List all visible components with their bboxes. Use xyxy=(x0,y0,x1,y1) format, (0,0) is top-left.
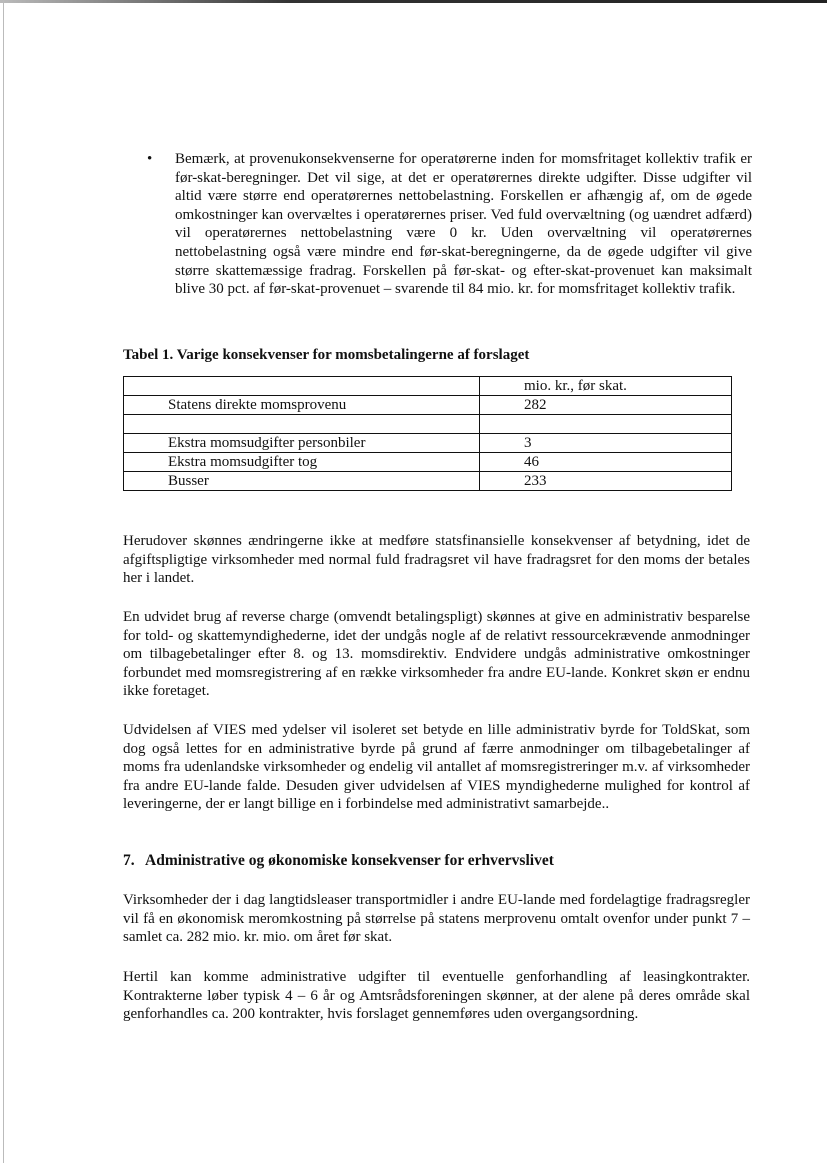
table-cell-label xyxy=(124,377,480,396)
table-cell-value xyxy=(480,415,732,434)
table-cell-value: 233 xyxy=(480,472,732,491)
table-cell-value: 3 xyxy=(480,434,732,453)
bullet-text: Bemærk, at provenukonsekvenserne for operatørerne inden for momsfritaget kollektiv trafik er før-skat-beregninger. Det vil sige, at det er operatørernes direkte udgifter. Disse udgifter vil altid være større end operatørernes nettobelastning. Forskellen er afhængig af, om de øgede omkostninger kan overvæltes i operatørernes priser. Ved fuld overvæltning (og uændret adfærd) vil operatørernes nettobelastning være 0 kr. Uden overvæltning vil operatørernes nettobelastning også være mindre end før-skat-beregningerne, da de øgede udgifter vil give større skattemæssige fradrag. Forskellen på før-skat- og efter-skat-provenuet kan maksimalt blive 30 pct. af før-skat-provenuet – svarende til 84 mio. kr. for momsfritaget kollektiv trafik. xyxy=(175,151,752,298)
bullet-item xyxy=(148,150,752,299)
section-title: Administrative og økonomiske konsekvenser for erhvervslivet xyxy=(145,852,554,869)
table-row xyxy=(124,415,732,434)
section-number: 7. xyxy=(123,852,135,869)
table-cell-label: Ekstra momsudgifter personbiler xyxy=(124,434,480,453)
paragraph-reverse-charge: En udvidet brug af reverse charge (omvendt betalingspligt) skønnes at give en administrativ besparelse for told- og skattemyndighederne, idet der undgås nogle af de relativt ressourcekrævende anmodninger om tilbagebetalinger efter 8. og 13. momsdirektiv. Endvidere undgås administrative omkostninger forbundet med momsregistrering af en række virksomheder fra andre EU-lande. Konkret skøn er endnu ikke foretaget. xyxy=(123,609,750,700)
vat-consequences-table xyxy=(123,376,732,491)
table-row xyxy=(124,472,732,491)
table-cell-label: Ekstra momsudgifter tog xyxy=(124,453,480,472)
table-cell-label: Busser xyxy=(124,472,480,491)
table-title: Tabel 1. Varige konsekvenser for momsbetalingerne af forslaget xyxy=(123,347,530,363)
table-cell-value: mio. kr., før skat. xyxy=(480,377,732,396)
table-cell-value: 46 xyxy=(480,453,732,472)
paragraph-vies: Udvidelsen af VIES med ydelser vil isoleret set betyde en lille administrativ byrde for ToldSkat, som dog også lettes for en administrative byrde på grund af færre anmodninger om tilbagebetalinger af moms fra udenlandske virksomheder og endelig vil antallet af momsregistreringer m.v. af virksomheder fra andre EU-lande falde. Desuden giver udvidelsen af VIES myndighederne mulighed for kontrol af leveringerne, der er langt billige en i forbindelse med administrativt samarbejde.. xyxy=(123,722,750,813)
table-cell-value: 282 xyxy=(480,396,732,415)
paragraph-fiscal: Herudover skønnes ændringerne ikke at medføre statsfinansielle konsekvenser af betydning, idet de afgiftspligtige virksomheder med normal fuld fradragsret vil have fradragsret for den moms der betales her i landet. xyxy=(123,533,750,587)
scan-left-border xyxy=(3,0,4,1163)
section-heading xyxy=(123,852,554,870)
table-row xyxy=(124,434,732,453)
table-row xyxy=(124,453,732,472)
table-cell-label xyxy=(124,415,480,434)
bullet-dot-icon: • xyxy=(147,151,153,167)
table-row xyxy=(124,377,732,396)
paragraph-leasing-cost: Virksomheder der i dag langtidsleaser transportmidler i andre EU-lande med fordelagtige fradragsregler vil få en økonomisk meromkostning på størrelse på statens merprovenu omtalt ovenfor under punkt 7 – samlet ca. 282 mio. kr. mio. om året før skat. xyxy=(123,892,750,946)
scan-top-border xyxy=(0,0,827,3)
table-cell-label: Statens direkte momsprovenu xyxy=(124,396,480,415)
table-row xyxy=(124,396,732,415)
paragraph-contracts: Hertil kan komme administrative udgifter til eventuelle genforhandling af leasingkontrakter. Kontrakterne løber typisk 4 – 6 år og Amtsrådsforeningen skønner, at der alene på deres område skal genforhandles ca. 200 kontrakter, hvis forslaget gennemføres uden overgangsordning. xyxy=(123,969,750,1023)
